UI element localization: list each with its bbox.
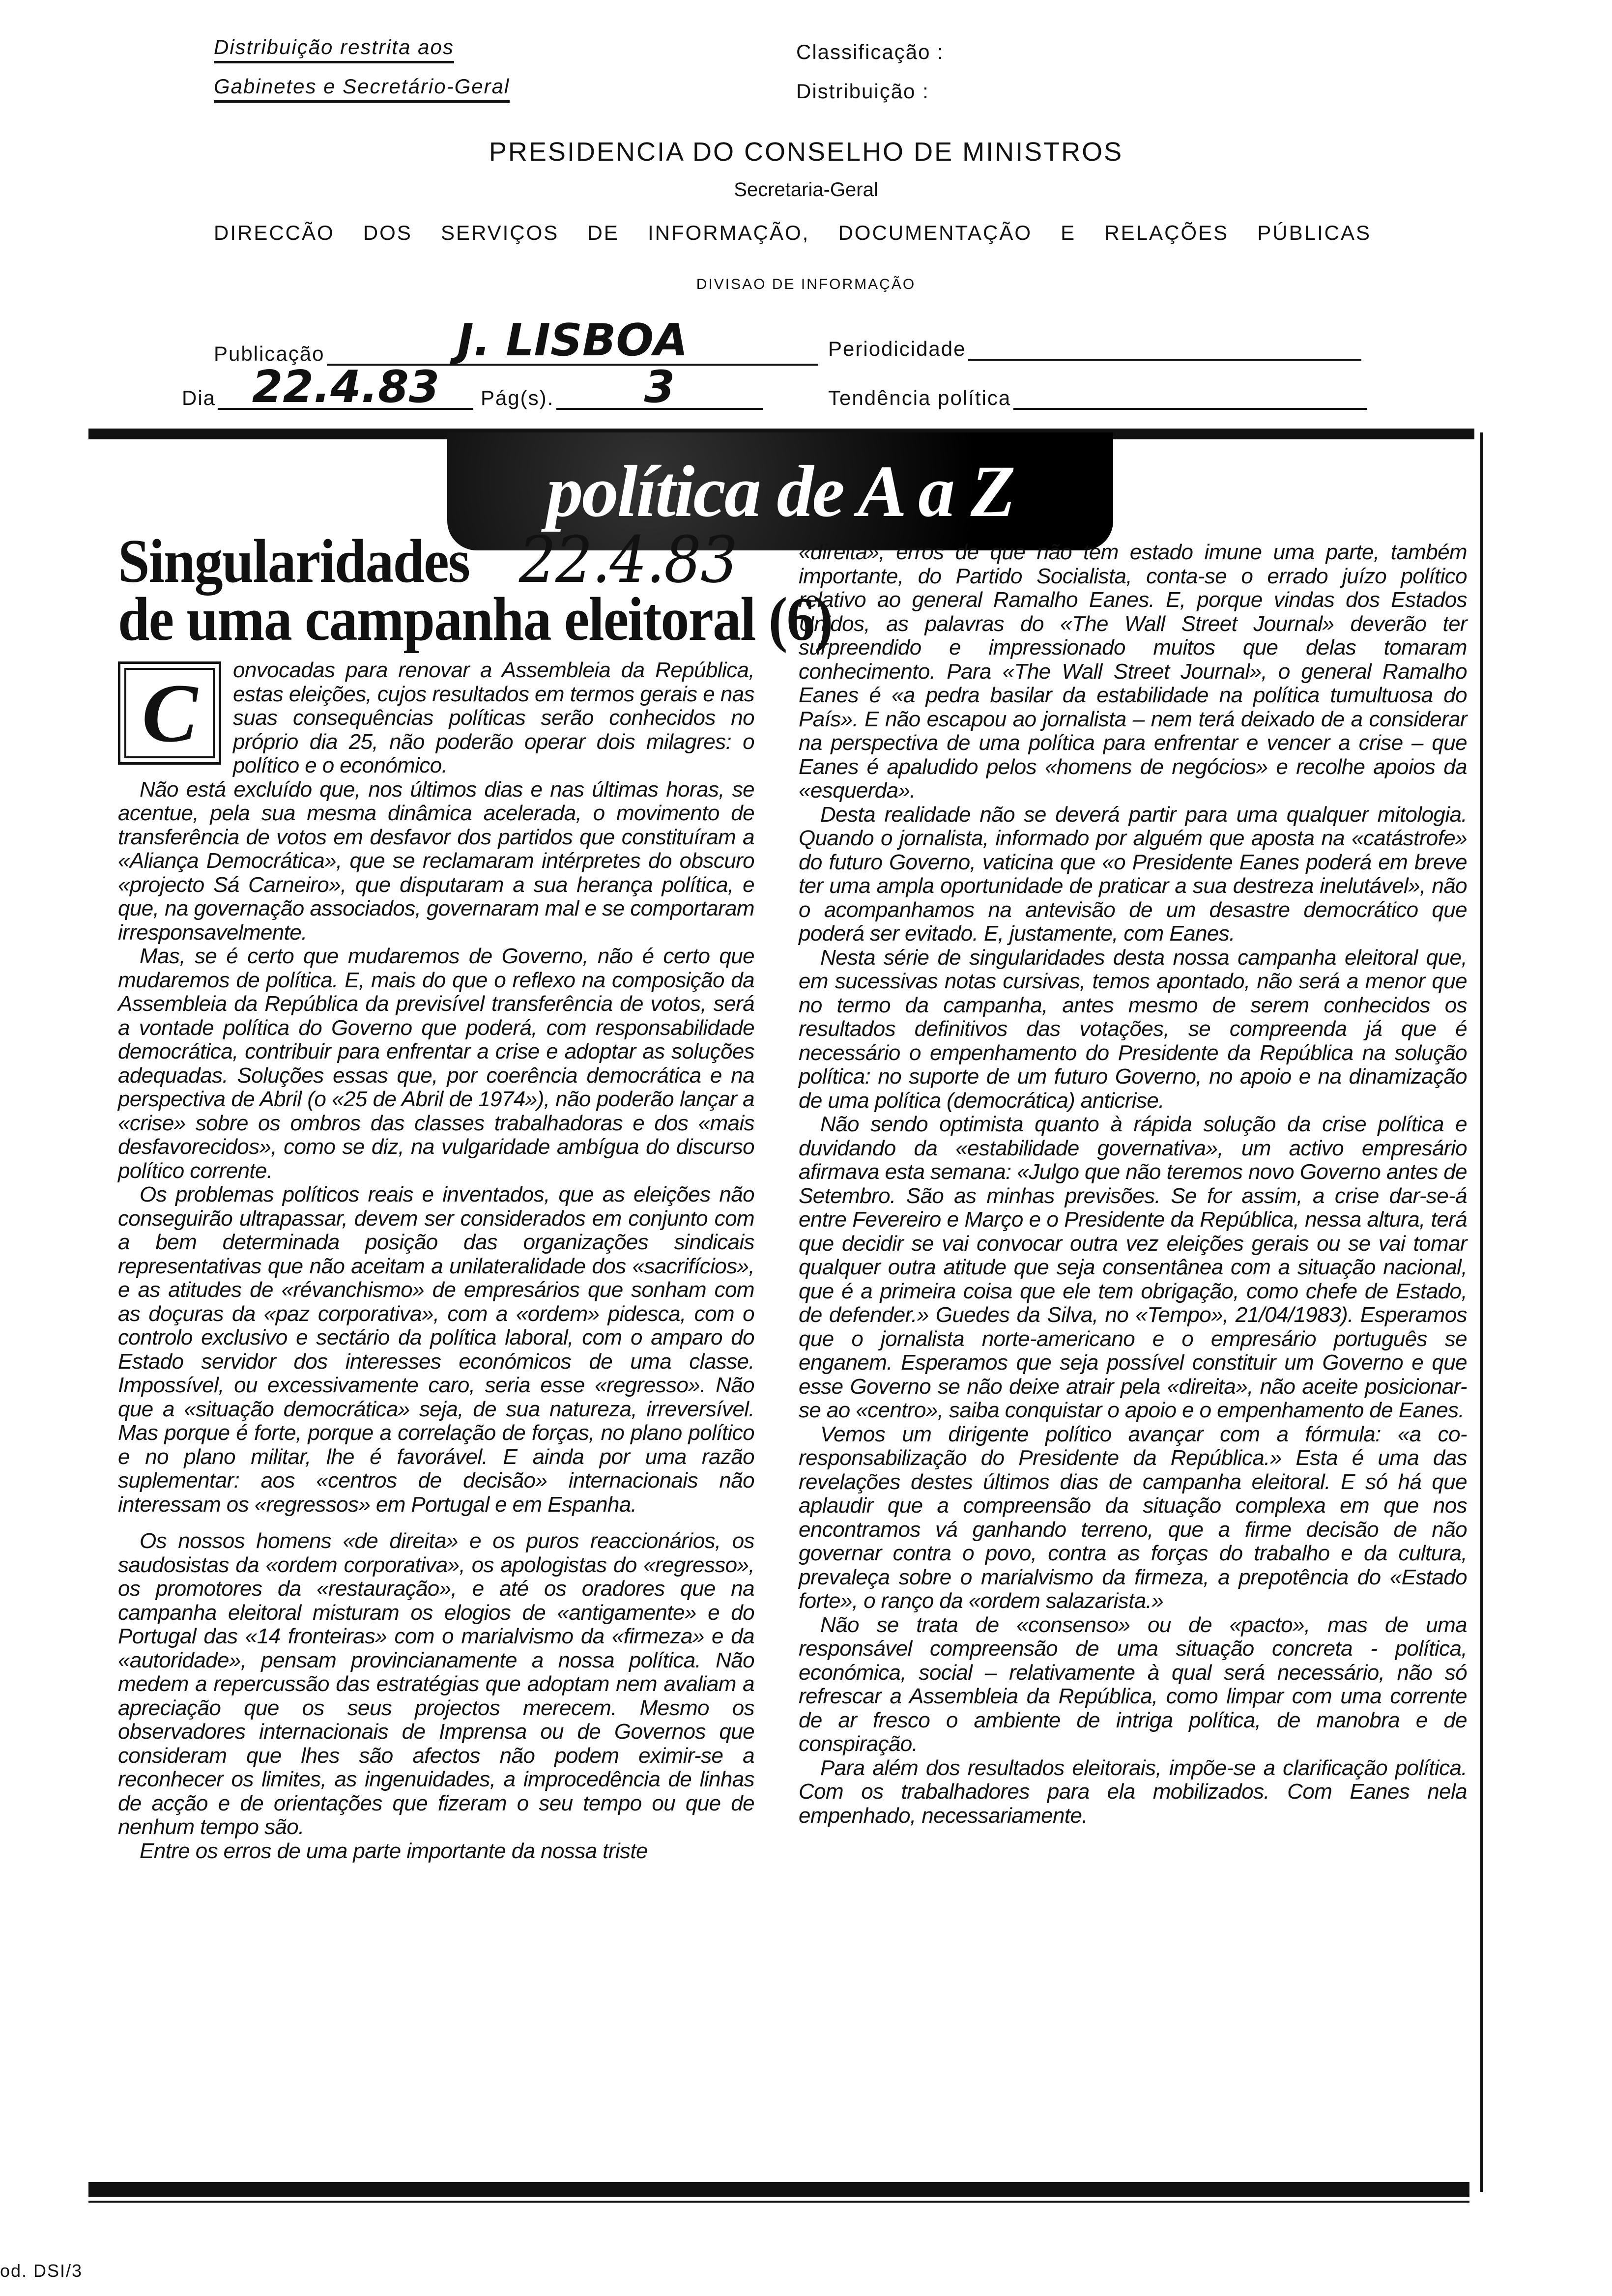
paragraph: Mas, se é certo que mudaremos de Governo, não é certo que mudaremos de política. E, mais do que o reflexo na composição da Assembleia da República da previsível transferência de votos, será a vontade política do Governo que poderá, com responsabilidade democrática, contribuir para enfrentar a crise e adoptar as soluções adequadas. Soluções essas que, por coerência democrática e na perspectiva de Abril (o «25 de Abril de 1974»), não poderão lançar a «crise» sobre os ombros das classes trabalhadoras e dos «mais desfavorecidos», como se diz, na vulgaridade ambígua do discurso político corrente. <box>118 944 754 1183</box>
title-line2: de uma campanha eleitoral <box>118 585 755 654</box>
paragraph: Não se trata de «consenso» ou de «pacto», mas de uma responsável compreensão de uma situação concreta - política, económica, social – relativamente à qual será necessário, não só refrescar a Assembleia da República, como limpar com uma corrente de ar fresco o ambiente de intriga política, de manobra e de conspiração. <box>799 1612 1467 1756</box>
article-title <box>118 522 833 654</box>
handwritten-date: 22.4.83 <box>518 522 737 597</box>
paragraph: Não sendo optimista quanto à rápida solução da crise política e duvidando da «estabilidade governativa», um activo empresário afirmava esta semana: «Julgo que não teremos novo Governo antes de Setembro. São as minhas previsões. Se for assim, a crise dar-se-á entre Fevereiro e Março e o Presidente da República, nessa altura, terá que decidir se vai convocar outra vez eleições gerais ou se vai tomar qualquer outra atitude que seja consentânea com a situação nacional, que é a primeira coisa que ele tem obrigação, como chefe de Estado, de defender.» Guedes da Silva, no «Tempo», 21/04/1983). Esperamos que o jornalista norte-americano e o empresário português se enganem. Esperamos que seja possível constituir um Governo e que esse Governo se não deixe atrair pela «direita», não aceite posicionar-se ao «centro», saiba conquistar o apoio e o empenhamento de Eanes. <box>799 1112 1467 1422</box>
publication-value: J. LISBOA <box>457 315 688 366</box>
periodicity-label: Periodicidade <box>828 337 966 360</box>
bottom-rule-thin <box>88 2201 1469 2203</box>
paragraph: C onvocadas para renovar a Assembleia da República, estas eleições, cujos resultados em termos gerais e nas suas consequências políticas serão conhecidos no próprio dia 25, não poderão operar dois milagres: o político e o económico. <box>118 659 754 778</box>
drop-cap: C <box>118 661 221 765</box>
classification-label: Classificação : <box>796 40 944 63</box>
pages-label: Pág(s). <box>480 386 554 409</box>
article-right-column <box>799 541 1467 1828</box>
paragraph: Para além dos resultados eleitorais, impõe-se a clarificação política. Com os trabalhadores para ela mobilizados. Com Eanes nela empenhado, necessariamente. <box>799 1755 1467 1828</box>
paragraph: Não está excluído que, nos últimos dias e nas últimas horas, se acentue, pela sua mesma dinâmica acelerada, o movimento de transferência de votos em desfavor dos partidos que constituíram a «Aliança Democrática», que se reclamaram intérpretes do obscuro «projecto Sá Carneiro», que disputaram a sua herança política, e que, na governação associados, governaram mal e se comportaram irresponsavelmente. <box>118 777 754 945</box>
paragraph: Os nossos homens «de direita» e os puros reaccionários, os saudosistas da «ordem corporativa», os apologistas do «regresso», os promotores da «restauração», e até os oradores que na campanha eleitoral misturam os elogios de «antigamente» e do Portugal das «14 fronteiras» com o marialvismo da «firmeza» e da «autoridade», pensam provincianamente a nossa política. Não medem a repercussão das estratégias que adoptam nem avaliam a apreciação que os seus projectos merecem. Mesmo os observadores internacionais de Imprensa ou de Governos que consideram que lhes são afectos não podem eximir-se a reconhecer os limites, as ingenuidades, a improcedência de linhas de acção e de orientações que fizeram o seu tempo ou que de nenhum tempo são. <box>118 1529 754 1839</box>
title-line1: Singularidades <box>118 527 470 596</box>
paragraph: Os problemas políticos reais e inventados, que as eleições não conseguirão ultrapassar, devem ser considerados em conjunto com a bem determinada posição das organizações sindicais representativas que não aceitam a unilateralidade dos «sacrifícios», e as atitudes de «révanchismo» de empresários que sonham com as doçuras da «paz corporativa», com a «ordem» pidesca, com o controlo exclusivo e sectário da política laboral, com o amparo do Estado servidor dos interesses económicos de uma classe. Impossível, ou excessivamente caro, seria esse «regresso». Não que a «situação democrática» seja, de sua natureza, irreversível. Mas porque é forte, porque a correlação de forças, no plano político e no plano militar, lhe é favorável. E ainda por uma razão suplementar: aos «centros de decisão» internacionais não interessam os «regressos» em Portugal e em Espanha. <box>118 1182 754 1517</box>
publication-label: Publicação <box>214 342 325 365</box>
section-banner-text: política de A a Z <box>546 451 1014 532</box>
paragraph: Nesta série de singularidades desta nossa campanha eleitoral que, em sucessivas notas cursivas, temos apontado, não será a menor que no termo da campanha, antes mesmo de serem conhecidos os resultados definitivos das votações, se compreenda já que é necessário o empenhamento do Presidente da República na solução política: no suporte de um futuro Governo, no apoio e na dinamização de uma política (democrática) anticrise. <box>799 945 1467 1113</box>
title-number: (6) <box>768 585 833 654</box>
form-code: od. DSI/3 <box>0 2261 83 2281</box>
publication-field <box>214 315 818 364</box>
day-value: 22.4.83 <box>252 361 440 413</box>
day-label: Dia <box>182 386 216 409</box>
bottom-rule <box>88 2182 1469 2197</box>
distribution-restriction-line1: Distribuição restrita aos <box>214 35 454 63</box>
paragraph: Vemos um dirigente político avançar com a fórmula: «a co-responsabilização do Presidente da República.» Esta é uma das revelações destes últimos dias de campanha eleitoral. E só há que aplaudir que a compreensão da situação complexa em que nos encontramos vá ganhando terreno, que a firme decisão de não governar contra o povo, contra as forças do trabalho e da cultura, prevaleça sobre o marialvismo da firmeza, a prepotência do «Estado forte», o ranço da «ordem salazarista.» <box>799 1422 1467 1613</box>
periodicity-field <box>828 334 1361 361</box>
secretariat-title: Secretaria-Geral <box>734 179 878 201</box>
paragraph: Desta realidade não se deverá partir para uma qualquer mitologia. Quando o jornalista, informado por alguém que aposta na «catástrofe» do futuro Governo, vaticina que «o Presidente Eanes poderá em breve ter uma ampla oportunidade de praticar a sua destreza inelutável», não o acompanhamos na antevisão de um desastre democrático que poderá ser evitado. E, justamente, com Eanes. <box>799 802 1467 946</box>
article-left-column <box>118 659 754 1863</box>
division-title: DIVISAO DE INFORMAÇÃO <box>696 276 916 292</box>
day-field <box>182 361 763 413</box>
right-border-rule <box>1480 432 1483 2192</box>
directorate-title: DIRECCÃO DOS SERVIÇOS DE INFORMAÇÃO, DOCUMENTAÇÃO E RELAÇÕES PÚBLICAS <box>214 221 1371 244</box>
tendency-label: Tendência política <box>828 386 1011 409</box>
pages-value: 3 <box>644 361 675 413</box>
distribution-restriction-line2: Gabinetes e Secretário-Geral <box>214 75 510 103</box>
paragraph: «direita», erros de que não tem estado imune uma parte, também importante, do Partido Socialista, conta-se o errado juízo político relativo ao general Ramalho Eanes. E, porque vindas dos Estados Unidos, as palavras do «The Wall Street Journal» deverão ter surpreendido e impressionado muitos que delas tomaram conhecimento. Para «The Wall Street Journal», o general Ramalho Eanes é «a pedra basilar da estabilidade na política tumultuosa do País». E não escapou ao jornalista – nem terá deixado de a considerar na perspectiva de uma política para enfrentar e vencer a crise – que Eanes é apaludido pelos «homens de negócios» e recolhe apoios da «esquerda». <box>799 540 1467 803</box>
distribution-label: Distribuição : <box>796 80 929 103</box>
organization-title: PRESIDENCIA DO CONSELHO DE MINISTROS <box>489 137 1123 167</box>
political-tendency-field <box>828 383 1367 410</box>
paragraph: Entre os erros de uma parte importante da nossa triste <box>140 1838 648 1863</box>
